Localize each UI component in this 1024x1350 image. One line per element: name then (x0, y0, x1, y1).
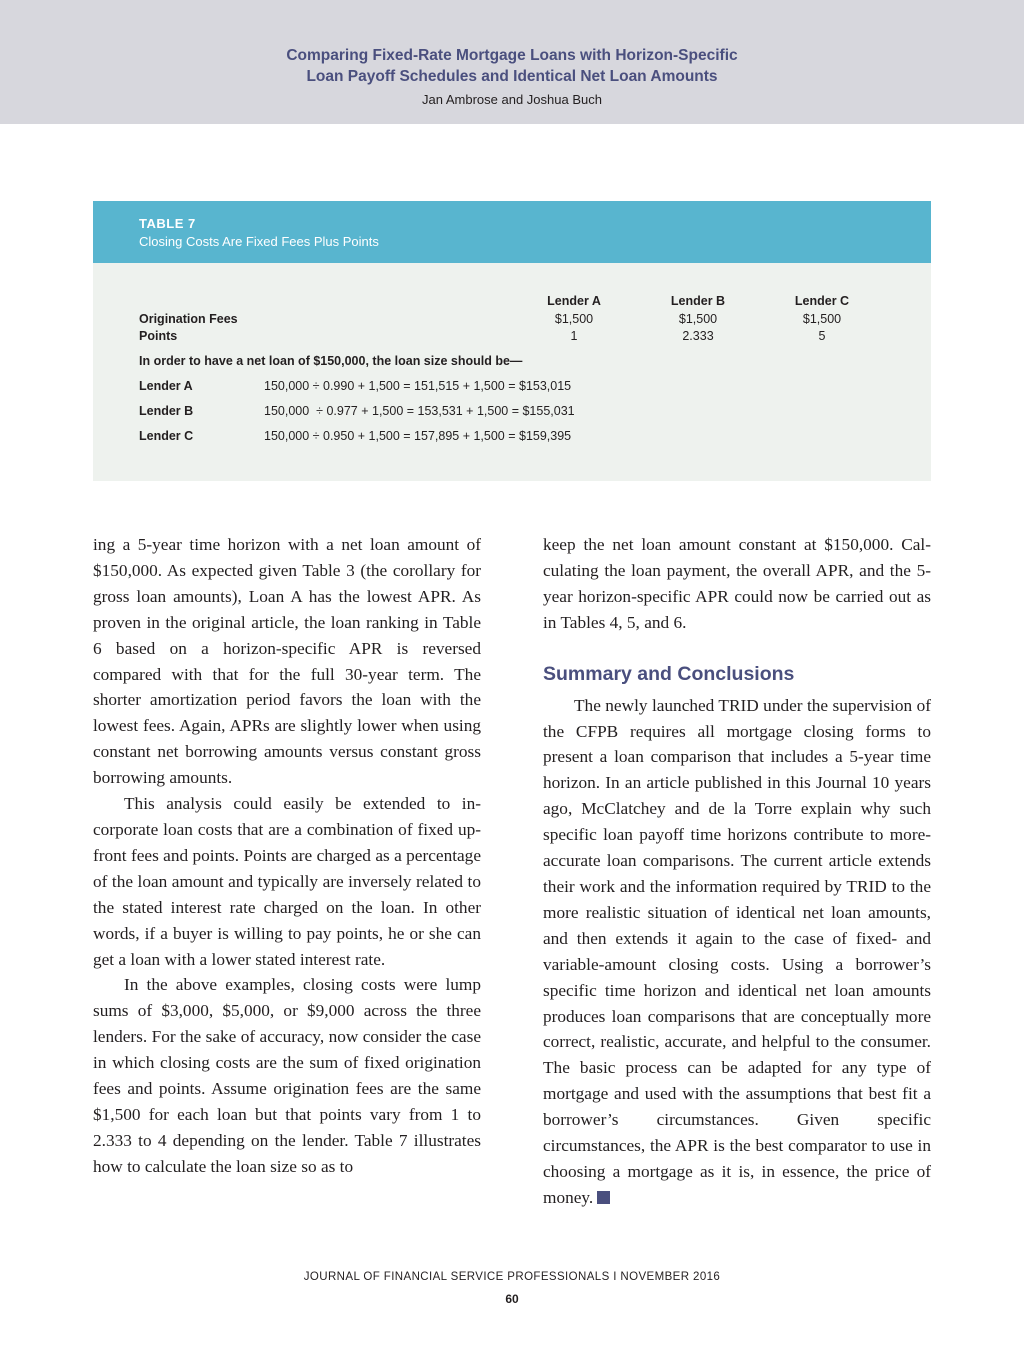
end-of-article-mark (597, 1191, 610, 1204)
calc-label-lender-b: Lender B (139, 404, 194, 418)
table-label: TABLE 7 (139, 216, 196, 231)
cell-points-c: 5 (818, 329, 826, 343)
section-heading-summary: Summary and Conclusions (543, 662, 795, 685)
calc-label-lender-c: Lender C (139, 429, 194, 443)
body-paragraph: In the above examples, closing costs were lump sums of $3,000, $5,000, or $9,000 across the three lenders. For the sake of accuracy, now consider the case in which closing costs are the sum of fixed origination fees and points. Assume origination fees are the same $1,500 for each loan but that points vary from 1 to 2.333 to 4 depending on the lender. Table 7 illustrates how to calculate the loan size so as to (93, 975, 481, 1176)
table-caption: Closing Costs Are Fixed Fees Plus Points (139, 234, 379, 249)
body-paragraph: This analysis could easily be extended to incorporate loan costs that are a combination of fixed up-front fees and points. Points are charged as a percentage of the loan amount and typically are inversely related to the stated interest rate charged on the loan. In other words, if a buyer is willing to pay points, he or she can get a loan with a lower stated interest rate. (93, 794, 481, 969)
article-title-line-1: Comparing Fixed-Rate Mortgage Loans with Horizon-Specific (286, 47, 738, 64)
table-header-bar (93, 201, 931, 263)
cell-points-b: 2.333 (682, 329, 714, 343)
row-label-origination-fees: Origination Fees (139, 312, 238, 326)
calc-label-lender-a: Lender A (139, 379, 193, 393)
calc-formula-lender-a: 150,000 ÷ 0.990 + 1,500 = 151,515 + 1,500 = $153,015 (264, 379, 572, 393)
conclusion-text: The newly launched TRID under the supervision of the CFPB requires all mortgage closing forms to present a loan comparison that includes a 5-year time horizon. In an article published in this Journal 10 years ago, McClatchey and de la Torre explain why such specific loan payoff time horizons contribute to more-accurate loan comparisons. The current article extends their work and the information required by TRID to the more realistic situation of identical net loan amounts, and then extends it again to the case of fixed- and variable-amount closing costs. Using a borrower’s specific time horizon and identical net loan amounts produces loan comparisons that are conceptually more correct, realistic, accurate, and helpful to the consumer. The basic process can be adapted for any type of mortgage and used with the assumptions that best fit a borrower’s circumstances. Given specific circumstances, the APR is the best comparator to use in choosing a mortgage as it is, in essence, the price of money. (543, 695, 931, 1207)
cell-origination-fee-c: $1,500 (802, 312, 842, 326)
body-paragraph: ing a 5-year time horizon with a net loan amount of $150,000. As expected given Table 3 (the corollary for gross loan amounts), Loan A has the lowest APR. As proven in the original article, the loan ranking in Table 6 based on a horizon-specific APR is reversed compared with that for the full 30-year term. The shorter amortization period favors the loan with the lowest fees. Again, APRs are slightly lower when using constant net borrowing amounts versus constant gross borrowing amounts. (93, 535, 481, 788)
article-authors: Jan Ambrose and Joshua Buch (422, 92, 602, 107)
body-paragraph: keep the net loan amount constant at $150,000. Calculating the loan payment, the overall APR, and the 5-year horizon-specific APR could now be carried out as in Tables 4, 5, and 6. (543, 535, 931, 632)
cell-points-a: 1 (570, 329, 578, 343)
column-header-lender-b: Lender B (670, 294, 726, 308)
body-column-right (543, 532, 931, 1211)
column-header-lender-a: Lender A (547, 294, 601, 308)
cell-origination-fee-a: $1,500 (554, 312, 594, 326)
cell-origination-fee-b: $1,500 (678, 312, 718, 326)
footer-journal-line: JOURNAL OF FINANCIAL SERVICE PROFESSIONALS I NOVEMBER 2016 (303, 1271, 721, 1283)
calc-formula-lender-c: 150,000 ÷ 0.950 + 1,500 = 157,895 + 1,500 = $159,395 (264, 429, 572, 443)
page-number: 60 (505, 1292, 519, 1306)
body-column-left (93, 532, 481, 1180)
article-title-line-2: Loan Payoff Schedules and Identical Net Loan Amounts (306, 68, 718, 85)
column-header-lender-c: Lender C (794, 294, 850, 308)
table-7 (93, 201, 931, 481)
body-paragraph-conclusion (543, 693, 931, 1211)
row-label-points: Points (139, 329, 178, 343)
table-note: In order to have a net loan of $150,000, the loan size should be— (139, 354, 523, 368)
calc-formula-lender-b: 150,000 ÷ 0.977 + 1,500 = 153,531 + 1,500 = $155,031 (264, 404, 575, 418)
